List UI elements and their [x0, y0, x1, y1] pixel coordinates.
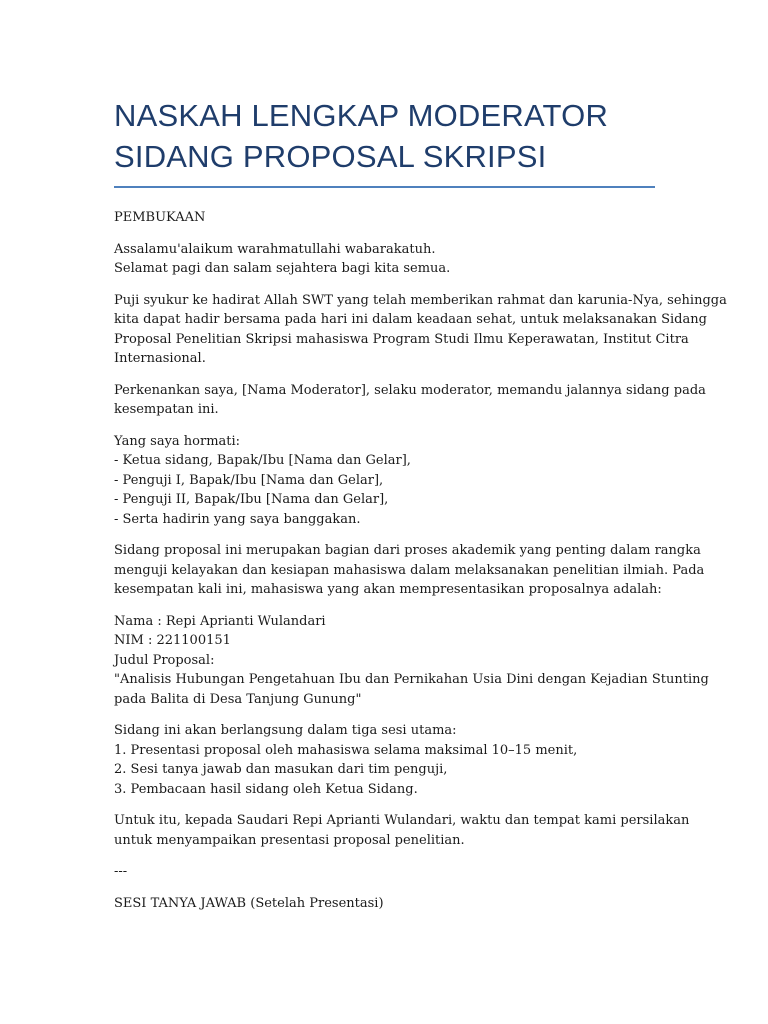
- text-line: Puji syukur ke hadirat Allah SWT yang telah memberikan rahmat dan karunia-Nya, sehingga: [114, 292, 727, 308]
- text-line: - Penguji II, Bapak/Ibu [Nama dan Gelar],: [114, 492, 389, 507]
- paragraph: [114, 721, 658, 799]
- text-line: Untuk itu, kepada Saudari Repi Aprianti Wulandari, waktu dan tempat kami persilakan: [114, 813, 690, 828]
- text-line: Sidang proposal ini merupakan bagian dari proses akademik yang penting dalam rangka: [114, 543, 701, 558]
- text-line: ---: [114, 864, 128, 879]
- text-line: Assalamu'alaikum warahmatullahi wabarakatuh.: [114, 241, 436, 257]
- document-page: [114, 0, 727, 925]
- paragraph: [114, 811, 690, 850]
- paragraph: [114, 208, 658, 228]
- text-line: menguji kelayakan dan kesiapan mahasiswa dalam melaksanakan penelitian ilmiah. Pada: [114, 562, 705, 578]
- text-line: SESI TANYA JAWAB (Setelah Presentasi): [114, 895, 384, 911]
- text-line: pada Balita di Desa Tanjung Gunung": [114, 691, 362, 707]
- paragraph: [114, 291, 727, 369]
- text-line: Yang saya hormati:: [114, 433, 241, 449]
- text-line: PEMBUKAAN: [114, 210, 206, 225]
- text-line: Judul Proposal:: [114, 652, 215, 668]
- text-line: 2. Sesi tanya jawab dan masukan dari tim penguji,: [114, 762, 448, 777]
- text-line: kesempatan kali ini, mahasiswa yang akan mempresentasikan proposalnya adalah:: [114, 582, 662, 597]
- paragraph: [114, 862, 658, 882]
- text-line: - Ketua sidang, Bapak/Ibu [Nama dan Gelar],: [114, 453, 411, 468]
- paragraph: [114, 612, 709, 710]
- paragraph: [114, 541, 705, 600]
- text-line: Internasional.: [114, 351, 206, 366]
- title-divider: [114, 186, 655, 188]
- document-body: [114, 208, 727, 913]
- text-line: 1. Presentasi proposal oleh mahasiswa selama maksimal 10–15 menit,: [114, 742, 578, 758]
- text-line: Nama : Repi Aprianti Wulandari: [114, 613, 326, 629]
- paragraph: [114, 381, 706, 420]
- paragraph: [114, 894, 658, 914]
- text-line: Proposal Penelitian Skripsi mahasiswa Program Studi Ilmu Keperawatan, Institut Citra: [114, 331, 689, 347]
- title-line: SIDANG PROPOSAL SKRIPSI: [114, 139, 547, 174]
- text-line: Perkenankan saya, [Nama Moderator], selaku moderator, memandu jalannya sidang pada: [114, 382, 706, 398]
- text-line: - Penguji I, Bapak/Ibu [Nama dan Gelar],: [114, 472, 384, 488]
- text-line: untuk menyampaikan presentasi proposal penelitian.: [114, 832, 465, 848]
- text-line: "Analisis Hubungan Pengetahuan Ibu dan Pernikahan Usia Dini dengan Kejadian Stunting: [114, 672, 709, 687]
- paragraph: [114, 240, 658, 279]
- text-line: kita dapat hadir bersama pada hari ini dalam keadaan sehat, untuk melaksanakan Sidang: [114, 312, 707, 327]
- text-line: 3. Pembacaan hasil sidang oleh Ketua Sidang.: [114, 781, 418, 797]
- text-line: - Serta hadirin yang saya banggakan.: [114, 511, 361, 527]
- text-line: NIM : 221100151: [114, 633, 231, 648]
- text-line: Sidang ini akan berlangsung dalam tiga sesi utama:: [114, 723, 457, 738]
- title-line: NASKAH LENGKAP MODERATOR: [114, 98, 609, 133]
- paragraph: [114, 432, 658, 530]
- document-title: [114, 0, 658, 177]
- text-line: kesempatan ini.: [114, 402, 219, 417]
- text-line: Selamat pagi dan salam sejahtera bagi kita semua.: [114, 261, 451, 276]
